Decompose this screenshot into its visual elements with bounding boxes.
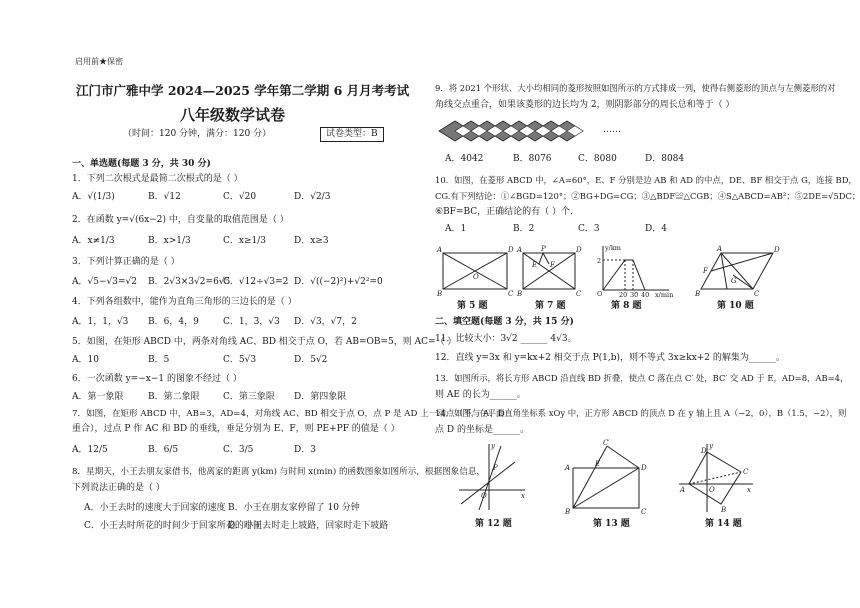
- vertex-label-c: C: [754, 290, 760, 298]
- vertex-label-d: D: [701, 447, 707, 455]
- q9-option-d: D．8084: [645, 154, 685, 164]
- vertex-label-c: C: [576, 290, 582, 298]
- q1-option-d: D．√2/3: [294, 192, 331, 202]
- q6-stem: 6．一次函数 y=−x−1 的图象不经过（ ）: [72, 374, 242, 384]
- q8-option-a: A．小王去时的速度大于回家的速度: [84, 503, 226, 513]
- vertex-label-d: D: [641, 464, 647, 472]
- vertex-label-a: A: [680, 486, 686, 494]
- q3-option-a: A．√5−√3=√2: [72, 277, 137, 287]
- q8-stem-line1: 8．星期天，小王去朋友家借书，他离家的距离 y(km) 与时间 x(min) 的函数图象如图所示，根据图象信息，: [72, 467, 486, 477]
- vertex-label-c: C: [743, 468, 749, 476]
- axis-label-y: y: [491, 442, 495, 450]
- center-label-o: O: [473, 273, 479, 281]
- rhombus-chain-figure: [439, 118, 609, 144]
- q1-option-a: A．√(1/3): [72, 192, 115, 202]
- q3-option-c: C．√12÷√3=2: [223, 277, 289, 287]
- q6-option-c: C．第三象限: [223, 392, 275, 402]
- figure-q13: [563, 439, 649, 516]
- q9-option-c: C．8080: [578, 154, 617, 164]
- axis-label-x: x: [747, 486, 751, 494]
- q5-option-d: D．5√2: [294, 355, 328, 365]
- tick-label-2: 2: [597, 257, 602, 265]
- q7-option-c: C．3/5: [223, 445, 254, 455]
- point-label-e: E: [595, 460, 601, 468]
- q2-option-c: C．x≥1/3: [223, 236, 266, 246]
- vertex-label-b: B: [695, 290, 701, 298]
- q6-option-a: A．第一象限: [72, 392, 124, 402]
- figure-q7: [517, 245, 582, 298]
- q7-stem-line1: 7．如图，在矩形 ABCD 中，AB=3，AD=4，对角线 AC、BD 相交于点 O，点 P 是 AD 上一动点（不与 A、D: [72, 409, 505, 419]
- figure-q14: [677, 440, 757, 514]
- origin-label: O: [709, 486, 715, 494]
- vertex-label-b: B: [721, 506, 727, 514]
- q2-option-d: D．x≥3: [294, 236, 329, 246]
- vertex-label-b: B: [517, 290, 523, 298]
- vertex-label-b: B: [437, 290, 443, 298]
- point-label-f: F: [550, 261, 555, 269]
- caption-fig10: 第 10 题: [717, 301, 754, 311]
- point-label-e: E: [532, 261, 538, 269]
- right-column: [435, 0, 860, 608]
- q14-stem-line2: 点 D 的坐标是______。: [435, 425, 529, 435]
- q5-option-a: A．10: [72, 355, 99, 365]
- section1-title: 一、单选题(每题 3 分，共 30 分): [72, 159, 211, 169]
- caption-fig5: 第 5 题: [457, 301, 488, 311]
- vertex-label-d: D: [576, 246, 582, 254]
- q8-stem-line2: 下列说法正确的是（ ）: [72, 483, 165, 493]
- tick-label-20: 20: [619, 291, 628, 299]
- axis-label-y: y: [709, 442, 713, 450]
- origin-label: O: [597, 290, 603, 298]
- q4-option-d: D．√3，√7，2: [294, 317, 357, 327]
- figure-q12: [457, 440, 529, 512]
- figure-q5: [437, 246, 514, 298]
- point-label-p: P: [493, 464, 498, 472]
- q4-option-a: A．1，1，√3: [72, 317, 129, 327]
- point-label-c-prime: C′: [603, 439, 610, 447]
- origin-label: O: [481, 492, 487, 500]
- caption-fig13: 第 13 题: [593, 519, 630, 529]
- q13-stem-line1: 13．如图所示，将长方形 ABCD 沿直线 BD 折叠，使点 C 落在点 C′ 处，BC′ 交 AD 于 E，AD=8，AB=4，: [435, 373, 849, 383]
- time-info: （时间：120 分钟，满分：120 分）: [123, 129, 272, 139]
- figure-q8-graph: [595, 244, 674, 299]
- section2-title: 二、填空题(每题 3 分，共 15 分): [435, 317, 574, 327]
- q13-stem-line2: 则 AE 的长为______。: [435, 390, 526, 400]
- caption-fig8: 第 8 题: [611, 301, 642, 311]
- vertex-label-c: C: [641, 508, 647, 516]
- axis-label-y: y/km: [605, 244, 621, 252]
- q2-option-b: B．x>1/3: [148, 236, 191, 246]
- q6-option-d: D．第四象限: [294, 392, 347, 402]
- secret-label: 启用前★保密: [75, 57, 123, 66]
- subject-title: 八年级数学试卷: [180, 106, 286, 124]
- q9-ellipsis: ……: [603, 125, 621, 135]
- q2-option-a: A．x≠1/3: [72, 236, 115, 246]
- paper-type-badge: 试卷类型：B: [320, 127, 384, 142]
- q6-option-b: B．第二象限: [148, 392, 200, 402]
- axis-label-x: x/min: [655, 291, 674, 299]
- figure-q10: [695, 245, 780, 298]
- q11-stem: 11．比较大小：3√2 ______ 4√3。: [435, 334, 577, 344]
- vertex-label-d: D: [774, 246, 780, 254]
- vertex-label-a: A: [517, 246, 523, 254]
- vertex-label-c: C: [508, 290, 514, 298]
- q10-stem-line2: CG.有下列结论：①∠BGD=120°；②BG+DG=CG；③△BDF≌△CGB；④S△ABCD=AB²；⑤2DE=√5DC；: [435, 191, 860, 201]
- vertex-label-a: A: [565, 464, 571, 472]
- q9-stem-line1: 9．将 2021 个形状、大小均相同的菱形按照如图所示的方式排成一列，使得右侧菱形的顶点与左侧菱形的对: [435, 83, 836, 93]
- q7-option-a: A．12/5: [72, 445, 108, 455]
- q7-option-d: D．3: [294, 445, 316, 455]
- q10-option-a: A．1: [445, 224, 467, 234]
- q4-option-c: C．1，3，√3: [223, 317, 280, 327]
- q1-option-b: B．√12: [148, 192, 181, 202]
- vertex-label-a: A: [437, 246, 443, 254]
- q8-option-b: B．小王在朋友家停留了 10 分钟: [228, 503, 360, 513]
- q5-option-b: B．5: [148, 355, 170, 365]
- q2-stem: 2．在函数 y=√(6x−2) 中，自变量的取值范围是（ ）: [72, 215, 289, 225]
- q3-stem: 3．下列计算正确的是（ ）: [72, 257, 180, 267]
- q10-option-d: D．4: [645, 224, 667, 234]
- q8-option-c: C．小王去时所花的时间少于回家所花的时间: [84, 521, 262, 531]
- point-label-p: P: [541, 245, 546, 253]
- q7-option-b: B．6/5: [148, 445, 179, 455]
- q1-stem: 1．下列二次根式是最简二次根式的是（ ）: [72, 174, 243, 184]
- q3-option-b: B．2√3×3√2=6√5: [148, 277, 231, 287]
- vertex-label-b: B: [565, 508, 571, 516]
- tick-label-40: 40: [641, 291, 650, 299]
- q10-stem-line1: 10．如图，在菱形 ABCD 中，∠A=60°，E、F 分别是边 AB 和 AD 的中点，DE、BF 相交于点 G，连接 BD，: [435, 175, 857, 185]
- q8-option-d: D．小王去时走上坡路，回家时走下坡路: [228, 521, 389, 531]
- q9-option-a: A．4042: [445, 154, 484, 164]
- point-label-f: F: [703, 267, 708, 275]
- point-label-g: G: [731, 277, 737, 285]
- axis-label-x: x: [521, 492, 525, 500]
- q10-option-b: B．2: [513, 224, 535, 234]
- q9-option-b: B．8076: [513, 154, 552, 164]
- q5-option-c: C．5√3: [223, 355, 257, 365]
- caption-fig7: 第 7 题: [535, 301, 566, 311]
- vertex-label-a: A: [717, 245, 723, 253]
- caption-fig14: 第 14 题: [705, 519, 742, 529]
- vertex-label-d: D: [508, 246, 514, 254]
- q14-stem-line1: 14．如图，在平面直角坐标系 xOy 中，正方形 ABCD 的顶点 D 在 y 轴上且 A（−2，0），B（1.5，−2），则: [435, 408, 847, 418]
- q3-option-d: D．√((−2)²)+√2²=0: [294, 277, 383, 287]
- q4-stem: 4．下列各组数中，能作为直角三角形的三边长的是（ ）: [72, 297, 297, 307]
- q5-stem: 5．如图，在矩形 ABCD 中，两条对角线 AC、BD 相交于点 O，若 AB=OB=5，则 AC=（ ）: [72, 337, 457, 347]
- exam-title: 江门市广雅中学 2024—2025 学年第二学期 6 月月考考试: [76, 83, 410, 98]
- caption-fig12: 第 12 题: [475, 519, 512, 529]
- q7-stem-line2: 重合），过点 P 作 AC 和 BD 的垂线，垂足分别为 E、F，则 PE+PF 的值是（ ）: [72, 424, 400, 434]
- q10-option-c: C．3: [578, 224, 600, 234]
- q10-stem-line3: ⑥BF=BC，正确结论的有（ ）个.: [435, 207, 573, 217]
- q4-option-b: B．6，4，9: [148, 317, 199, 327]
- q1-option-c: C．√20: [223, 192, 257, 202]
- tick-label-30: 30: [630, 291, 639, 299]
- q12-stem: 12．直线 y=3x 和 y=kx+2 相交于点 P(1,b)，则不等式 3x≥kx+2 的解集为______。: [435, 353, 785, 363]
- q9-stem-line2: 角线交点重合，如果该菱形的边长均为 2，则阴影部分的周长总和等于（ ）: [435, 100, 735, 110]
